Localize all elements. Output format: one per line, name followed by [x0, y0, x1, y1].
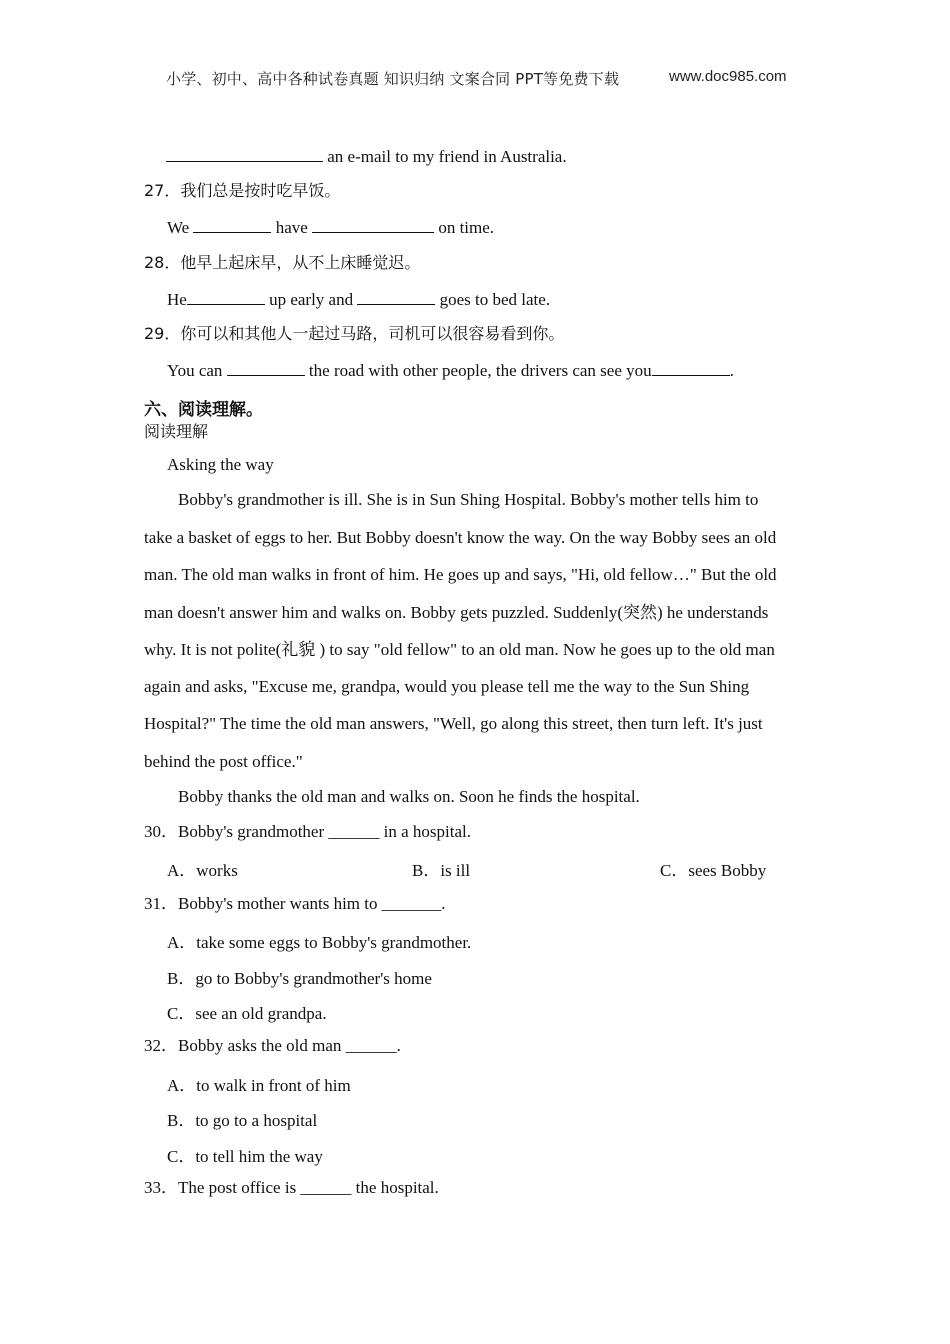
passage-line: Bobby thanks the old man and walks on. Soon he finds the hospital.: [178, 787, 640, 806]
q32-option-a[interactable]: A．to walk in front of him: [167, 1076, 351, 1095]
q28-text-3: goes to bed late.: [439, 290, 551, 309]
q27-answer-line: [167, 216, 494, 239]
passage-title: Asking the way: [167, 455, 274, 474]
q27-text-1: We: [167, 218, 190, 237]
q32-stem: 32．Bobby asks the old man ______.: [144, 1036, 401, 1055]
passage-line: man. The old man walks in front of him. He goes up and says, "Hi, old fellow…" But the old: [144, 565, 777, 584]
header-site-link[interactable]: www.doc985.com: [669, 68, 787, 85]
q27-number: 27．: [144, 181, 181, 200]
q29-text-1: You can: [167, 361, 223, 380]
passage-line: again and asks, "Excuse me, grandpa, would you please tell me the way to the Sun Shing: [144, 677, 750, 696]
q30-option-c[interactable]: C．sees Bobby: [660, 861, 767, 880]
q31-option-c[interactable]: C．see an old grandpa.: [167, 1004, 327, 1023]
q32-option-b[interactable]: B．to go to a hospital: [167, 1111, 318, 1130]
answer-blank[interactable]: [166, 145, 323, 162]
q28-text-2: up early and: [269, 290, 354, 309]
answer-blank[interactable]: [227, 359, 305, 376]
q28-prompt: [144, 252, 420, 274]
q31-stem: 31．Bobby's mother wants him to _______.: [144, 894, 446, 913]
section-title: 六、阅读理解。: [144, 400, 263, 420]
answer-blank[interactable]: [357, 288, 435, 305]
q28-answer-line: [167, 288, 550, 311]
q30-stem: 30．Bobby's grandmother ______ in a hospital.: [144, 822, 471, 841]
q26-tail-line: [166, 145, 567, 168]
passage-line: man doesn't answer him and walks on. Bobby gets puzzled. Suddenly(突然) he understands: [144, 603, 769, 622]
q33-stem: 33．The post office is ______ the hospital.: [144, 1178, 439, 1197]
q29-chinese: 你可以和其他人一起过马路，司机可以很容易看到你。: [180, 324, 565, 343]
answer-blank[interactable]: [187, 288, 265, 305]
q28-chinese: 他早上起床早，从不上床睡觉迟。: [180, 253, 421, 272]
q29-answer-line: [167, 359, 734, 382]
passage-line: behind the post office.": [144, 752, 303, 771]
passage-line: Bobby's grandmother is ill. She is in Sun Shing Hospital. Bobby's mother tells him to: [178, 490, 759, 509]
q31-option-a[interactable]: A．take some eggs to Bobby's grandmother.: [167, 933, 472, 952]
q31-option-b[interactable]: B．go to Bobby's grandmother's home: [167, 969, 432, 988]
header-promo-text: 小学、初中、高中各种试卷真题 知识归纳 文案合同 PPT等免费下载: [166, 70, 620, 88]
q29-text-3: .: [729, 361, 734, 380]
passage-line: take a basket of eggs to her. But Bobby doesn't know the way. On the way Bobby sees an old: [144, 528, 777, 547]
q27-chinese: 我们总是按时吃早饭。: [180, 181, 341, 200]
q27-text-2: have: [275, 218, 308, 237]
q27-text-3: on time.: [438, 218, 495, 237]
q27-prompt: [144, 180, 340, 202]
q28-text-1: He: [167, 290, 187, 309]
answer-blank[interactable]: [193, 216, 271, 233]
section-subtitle: 阅读理解: [144, 422, 209, 441]
q30-option-b[interactable]: B．is ill: [412, 861, 471, 880]
q29-text-2: the road with other people, the drivers can see you: [308, 361, 652, 380]
passage-line: Hospital?" The time the old man answers, "Well, go along this street, then turn left. It's just: [144, 714, 763, 733]
passage-line: why. It is not polite(礼貌 ) to say "old fellow" to an old man. Now he goes up to the old man: [144, 640, 775, 659]
q30-option-a[interactable]: A．works: [167, 861, 238, 880]
q32-option-c[interactable]: C．to tell him the way: [167, 1147, 323, 1166]
q26-tail-text: an e-mail to my friend in Australia.: [327, 147, 567, 166]
q29-number: 29．: [144, 324, 181, 343]
q29-prompt: [144, 323, 564, 345]
answer-blank[interactable]: [312, 216, 434, 233]
q28-number: 28．: [144, 253, 181, 272]
answer-blank[interactable]: [652, 359, 730, 376]
